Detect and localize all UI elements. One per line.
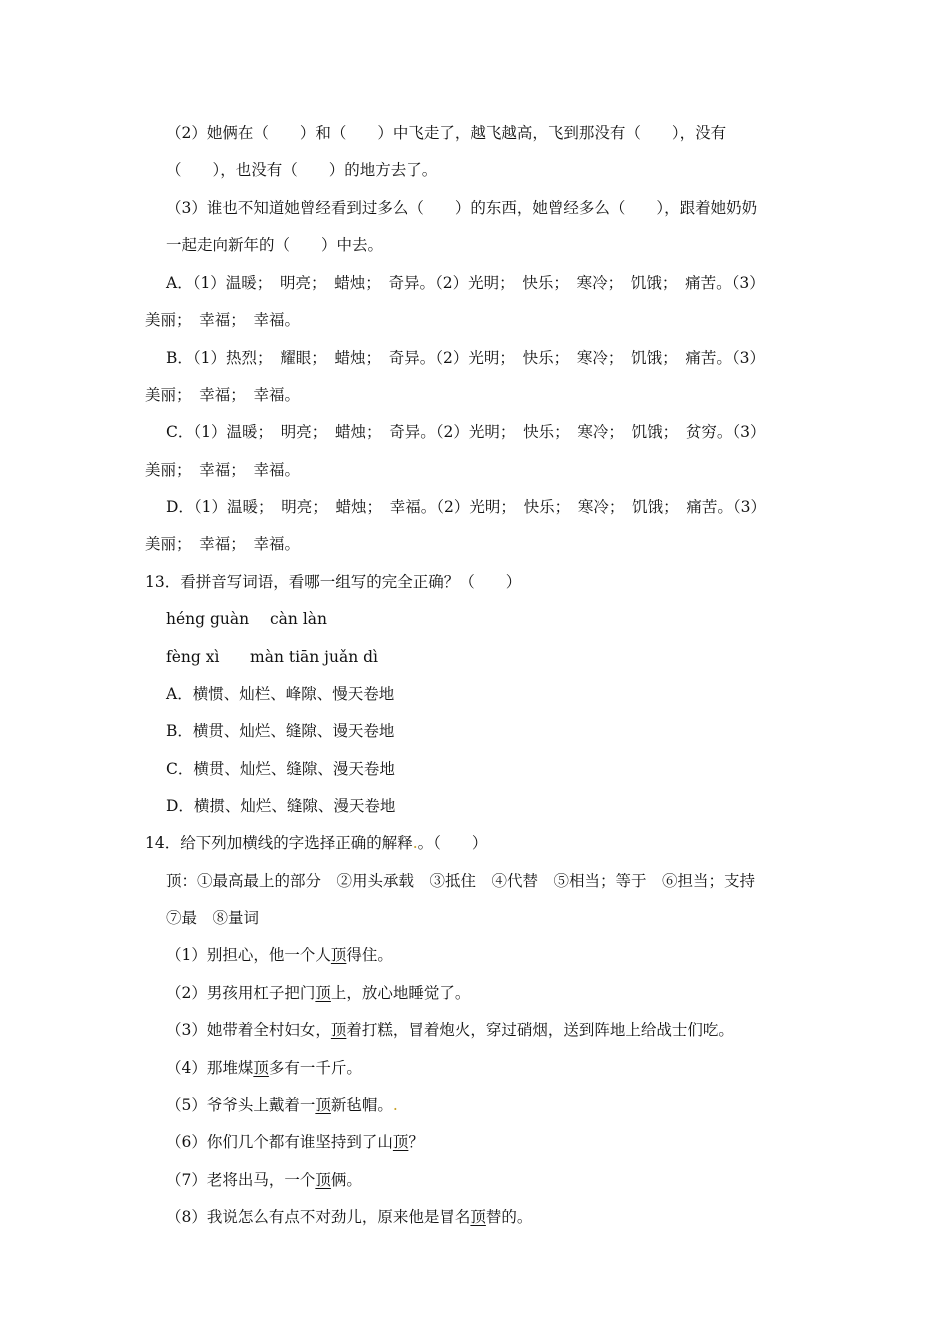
item-5-pre: （5）爷爷头上戴着一 xyxy=(166,1096,316,1114)
underlined-char: 顶 xyxy=(315,984,331,1002)
q14-item-3 xyxy=(166,1019,734,1041)
q14-item-8 xyxy=(166,1206,532,1228)
q12-option-a: A．（1）温暖； 明亮； 蜡烛； 奇异。（2）光明； 快乐； 寒冷； 饥饿； 痛苦。（3） xyxy=(166,274,765,292)
q12-line2a: （2）她俩在（ ）和（ ）中飞走了，越飞越高，飞到那没有（ ），没有 xyxy=(166,124,727,142)
underlined-char: 顶 xyxy=(253,1059,269,1077)
q14-item-2 xyxy=(166,982,470,1004)
q12-option-d: D．（1）温暖； 明亮； 蜡烛； 幸福。（2）光明； 快乐； 寒冷； 饥饿； 痛苦。（3） xyxy=(166,498,767,516)
item-4-post: 多有一千斤。 xyxy=(268,1059,362,1077)
underlined-char: 顶 xyxy=(392,1133,409,1151)
q14-stem xyxy=(145,832,487,854)
q12-option-c-cont: 美丽； 幸福； 幸福。 xyxy=(145,461,301,479)
q14-item-6 xyxy=(166,1131,424,1153)
q14-item-5 xyxy=(166,1094,398,1116)
q12-option-c: C．（1）温暖； 明亮； 蜡烛； 奇异。（2）光明； 快乐； 寒冷； 饥饿； 贫穷。（3） xyxy=(166,423,766,441)
q12-option-b: B．（1）热烈； 耀眼； 蜡烛； 奇异。（2）光明； 快乐； 寒冷； 饥饿； 痛苦。（3） xyxy=(166,349,765,367)
q12-option-a-cont: 美丽； 幸福； 幸福。 xyxy=(145,311,301,329)
q14-definitions-2: ⑦最 ⑧量词 xyxy=(166,909,260,927)
stray-dot: . xyxy=(412,834,418,852)
item-7-pre: （7）老将出马，一个 xyxy=(166,1171,316,1189)
item-2-pre: （2）男孩用杠子把门 xyxy=(166,984,316,1002)
q14-stem-b: 。（ ） xyxy=(417,834,488,852)
item-6-pre: （6）你们几个都有谁坚持到了山 xyxy=(166,1133,393,1151)
item-1-post: 得住。 xyxy=(346,946,393,964)
q14-item-1 xyxy=(166,944,393,966)
q12-option-d-cont: 美丽； 幸福； 幸福。 xyxy=(145,535,301,553)
q14-definitions-1: 顶：①最高最上的部分 ②用头承载 ③抵住 ④代替 ⑤相当；等于 ⑥担当；支持 xyxy=(166,872,756,890)
stray-dot: . xyxy=(392,1096,398,1114)
q13-stem: 13．看拼音写词语，看哪一组写的完全正确？（ ） xyxy=(145,573,522,591)
q12-line2b: （ ），也没有（ ）的地方去了。 xyxy=(166,161,438,179)
q14-item-7 xyxy=(166,1169,362,1191)
underlined-char: 顶 xyxy=(330,1021,347,1039)
q12-line3b: 一起走向新年的（ ）中去。 xyxy=(166,236,384,254)
item-4-pre: （4）那堆煤 xyxy=(166,1059,254,1077)
q13-option-c: C．横贯、灿烂、缝隙、漫天卷地 xyxy=(166,760,395,778)
q14-stem-a: 14．给下列加横线的字选择正确的解释 xyxy=(145,834,413,852)
pinyin-1b: càn làn xyxy=(270,610,328,628)
underlined-char: 顶 xyxy=(315,1171,331,1189)
pinyin-1a: héng guàn xyxy=(166,610,250,628)
q13-option-d: D．横掼、灿烂、缝隙、漫天卷地 xyxy=(166,797,396,815)
item-3-post: 着打糕，冒着炮火，穿过硝烟，送到阵地上给战士们吃。 xyxy=(346,1021,734,1039)
q12-line3a: （3）谁也不知道她曾经看到过多么（ ）的东西，她曾经多么（ ），跟着她奶奶 xyxy=(166,199,758,217)
underlined-char: 顶 xyxy=(470,1208,486,1226)
q12-option-b-cont: 美丽； 幸福； 幸福。 xyxy=(145,386,301,404)
q14-item-4 xyxy=(166,1057,362,1079)
pinyin-2a: fèng xì xyxy=(166,648,220,666)
item-7-post: 俩。 xyxy=(330,1171,362,1189)
item-3-pre: （3）她带着全村妇女， xyxy=(166,1021,331,1039)
item-8-pre: （8）我说怎么有点不对劲儿，原来他是冒名 xyxy=(166,1208,471,1226)
q13-option-b: B．横贯、灿烂、缝隙、谩天卷地 xyxy=(166,722,395,740)
item-1-pre: （1）别担心，他一个人 xyxy=(166,946,331,964)
q13-option-a: A．横惯、灿栏、峰隙、慢天卷地 xyxy=(166,685,395,703)
item-5-post: 新毡帽。 xyxy=(330,1096,393,1114)
q13-pinyin-row1 xyxy=(166,608,327,630)
underlined-char: 顶 xyxy=(315,1096,331,1114)
q13-pinyin-row2 xyxy=(166,646,378,668)
underlined-char: 顶 xyxy=(330,946,347,964)
item-8-post: 替的。 xyxy=(485,1208,533,1226)
item-2-post: 上，放心地睡觉了。 xyxy=(330,984,471,1002)
item-6-post: ？ xyxy=(408,1133,424,1151)
pinyin-2b: màn tiān juǎn dì xyxy=(250,648,379,666)
